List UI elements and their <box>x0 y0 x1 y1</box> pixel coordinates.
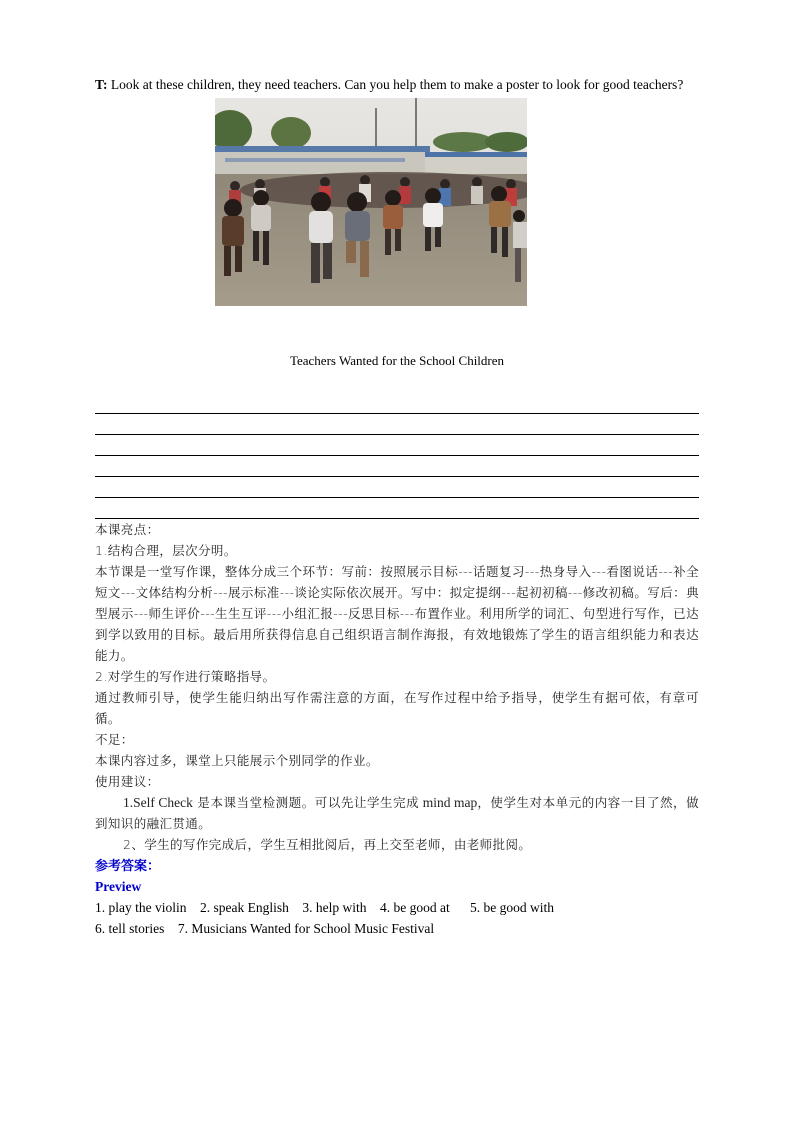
highlight-point1-title: 1.结构合理，层次分明。 <box>95 543 237 558</box>
self-check-label: 1.Self Check <box>123 795 193 810</box>
prompt-text: Look at these children, they need teachers. Can you help them to make a poster to look for good teachers? <box>107 77 684 92</box>
writing-line <box>95 498 699 519</box>
writing-line <box>95 414 699 435</box>
suggestion-2: 2、学生的写作完成后，学生互相批阅后，再上交至老师，由老师批阅。 <box>123 837 532 852</box>
teacher-prompt <box>95 74 699 96</box>
answers-line-2: 6. tell stories 7. Musicians Wanted for School Music Festival <box>95 921 435 936</box>
poster-title: Teachers Wanted for the School Children <box>289 353 505 368</box>
writing-line <box>95 456 699 477</box>
writing-line <box>95 477 699 498</box>
highlight-point2-title: 2.对学生的写作进行策略指导。 <box>95 669 276 684</box>
highlight-point2-body: 通过教师引导，使学生能归纳出写作需注意的方面，在写作过程中给予指导，使学生有据可依，有章可循。 <box>95 690 699 726</box>
writing-line <box>95 393 699 414</box>
answers-heading: 参考答案： <box>95 858 161 873</box>
preview-label: Preview <box>95 879 142 894</box>
highlight-point1-body: 本节课是一堂写作课，整体分成三个环节：写前：按照展示目标---话题复习---热身导入---看图说话---补全短文---文体结构分析---展示标准---谈论实际依次展开。写中：拟定提纲---起初初稿---修改初稿。写后：典型展示---师生评价---生生互评---小组汇报---反思目标---布置作业。利用所学的词汇、句型进行写作，已达到学以致用的目标。最后用所获得信息自己组织语言制作海报，有效地锻炼了学生的语言组织能力和表达能力。 <box>95 564 699 663</box>
mind-map-label: mind map <box>419 795 478 810</box>
suggestion-1 <box>95 792 699 834</box>
highlights-heading: 本课亮点： <box>95 522 160 537</box>
suggestion-1-end: ，使学生对本单元的内容一目了然，做到知识的融汇贯通。 <box>95 795 699 831</box>
children-running-photo <box>215 98 527 306</box>
answers-line-1: 1. play the violin 2. speak English 3. help with 4. be good at 5. be good with <box>95 900 554 915</box>
suggestion-heading: 使用建议： <box>95 774 160 789</box>
writing-lines <box>95 393 699 519</box>
shortcoming-body: 本课内容过多，课堂上只能展示个别同学的作业。 <box>95 753 379 768</box>
suggestion-1-text: 是本课当堂检测题。可以先让学生完成 <box>192 795 420 810</box>
shortcoming-heading: 不足： <box>95 732 134 747</box>
speaker-label: T: <box>95 77 108 92</box>
document-page <box>95 74 699 939</box>
writing-line <box>95 435 699 456</box>
